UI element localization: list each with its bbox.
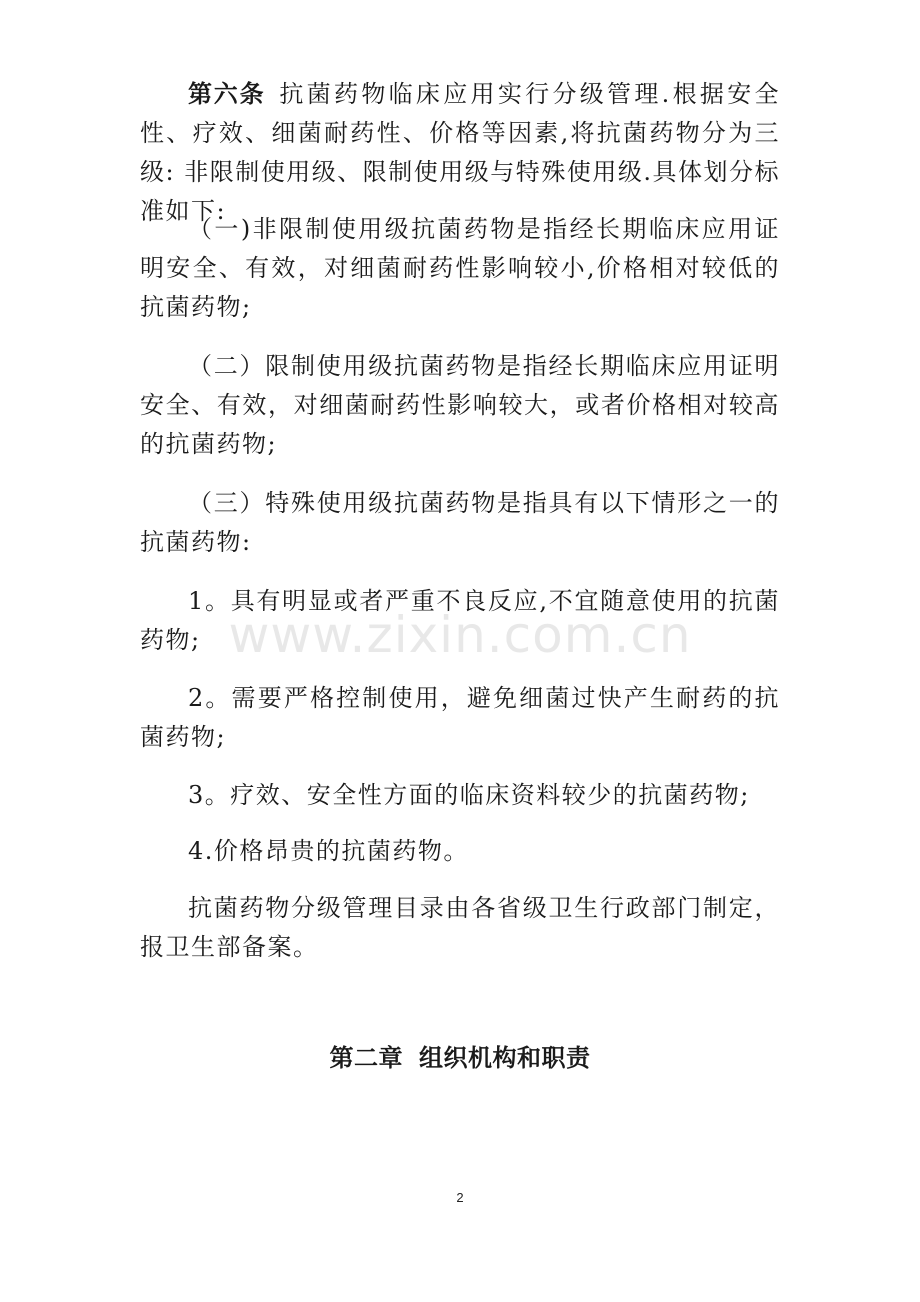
special-item-1: 1。具有明显或者严重不良反应,不宜随意使用的抗菌药物; — [140, 587, 780, 654]
article-6-text: 抗菌药物临床应用实行分级管理.根据安全性、疗效、细菌耐药性、价格等因素,将抗菌药物分为三级: 非限制使用级、限制使用级与特殊使用级.具体划分标准如下: — [140, 80, 781, 225]
chapter-title: 组织机构和职责 — [419, 1044, 591, 1072]
chapter-heading — [0, 1038, 920, 1078]
special-item-2: 2。需要严格控制使用，避免细菌过快产生耐药的抗菌药物; — [140, 684, 780, 751]
special-item-3: 3。疗效、安全性方面的临床资料较少的抗菌药物; — [188, 781, 750, 809]
chapter-number: 第二章 — [329, 1044, 403, 1072]
special-item-4: 4.价格昂贵的抗菌药物。 — [188, 837, 469, 865]
article-6-paragraph — [140, 75, 780, 231]
article-label: 第六条 — [188, 80, 266, 108]
page-number: 2 — [456, 1190, 464, 1205]
category-2-paragraph: （二）限制使用级抗菌药物是指经长期临床应用证明安全、有效，对细菌耐药性影响较大，或者价格相对较高的抗菌药物; — [140, 352, 780, 458]
watermark: www.zixin.com.cn — [228, 606, 692, 664]
category-3-paragraph: （三）特殊使用级抗菌药物是指具有以下情形之一的抗菌药物: — [140, 489, 780, 556]
closing-paragraph: 抗菌药物分级管理目录由各省级卫生行政部门制定，报卫生部备案。 — [140, 894, 780, 961]
category-1-paragraph: （一)非限制使用级抗菌药物是指经长期临床应用证明安全、有效，对细菌耐药性影响较小,价格相对较低的抗菌药物; — [140, 215, 780, 321]
